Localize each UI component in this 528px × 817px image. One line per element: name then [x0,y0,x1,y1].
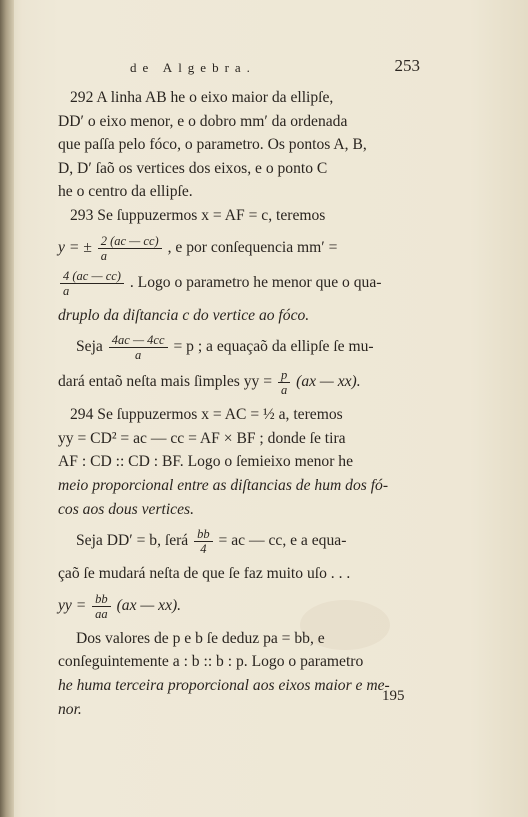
paragraph-292 [58,86,418,204]
equation-line [58,368,418,397]
text-line [58,474,418,498]
equation-left: Seja DD′ = b, ſerá [76,532,189,550]
paragraph-293 [58,204,418,327]
text-line: DD′ o eixo menor, e o dobro mm′ da ordenada [58,112,348,130]
signature-mark: 195 [382,688,405,704]
equation-right: = p ; a equaçaõ da ellipſe ſe mu- [173,338,374,356]
paragraph-294 [58,403,418,521]
fraction-denominator: a [135,348,142,363]
fraction-numerator: p [278,368,290,383]
italic-text: meio proporcional entre as diſtancias de hum dos fó- [58,476,389,494]
text-line [58,698,418,722]
fraction-numerator: 4 (ac — cc) [60,269,124,284]
text-line: 294 Se ſuppuzermos x = AC = ½ a, teremos [70,406,343,424]
equation-line [58,269,418,298]
fraction-numerator: 2 (ac — cc) [98,234,162,249]
text-line [58,674,418,698]
equation-right: . Logo o parametro he menor que o qua- [129,273,382,291]
equation-right: (ax — xx). [116,596,182,614]
fraction-numerator: bb [92,592,111,607]
equation-right: (ax — xx). [296,373,361,391]
equation-line [58,333,418,362]
text-line [58,304,418,328]
book-binding [0,0,14,817]
italic-text: cos aos dous vertices. [58,500,194,518]
fraction-denominator: 4 [200,542,207,557]
paragraph-dos-valores [58,627,418,721]
equation-line [58,527,418,556]
equation-right: = ac — cc, e a equa- [218,532,347,550]
equation-right: , e por conſequencia mm′ = [167,238,338,256]
text-line: yy = CD² = ac — cc = AF × BF ; donde ſe tira [58,429,346,447]
fraction-denominator: a [100,248,107,263]
text-line: he o centro da ellipſe. [58,183,193,201]
fraction [60,269,124,298]
text-line: D, D′ ſaõ os vertices dos eixos, e o ponto C [58,159,328,177]
text-line: conſeguintemente a : b :: b : p. Logo o parametro [58,653,364,671]
text-line: çaõ ſe mudará neſta de que ſe faz muito uſo . . . [58,565,351,583]
running-header [130,56,420,78]
fraction [109,333,168,362]
fraction [278,368,290,397]
fraction-numerator: bb [194,527,213,542]
equation-line [58,592,418,621]
text-line [58,498,418,522]
italic-text: he huma terceira proporcional aos eixos maior e me- [58,676,390,694]
equation-left: y = ± [58,238,92,256]
equation-left: dará entaõ neſta mais ſimples yy = [58,373,273,391]
italic-text: druplo da diſtancia c do vertice ao fóco. [58,306,310,324]
text-line: que paſſa pelo fóco, o parametro. Os pontos A, B, [58,136,367,154]
equation-line [58,234,418,263]
fraction-denominator: a [63,283,70,298]
running-title: de Algebra. [130,60,256,75]
text-line: AF : CD :: CD : BF. Logo o ſemieixo menor he [58,453,354,471]
page-body [58,86,418,721]
fraction [194,527,213,556]
text-line: Dos valores de p e b ſe deduz pa = bb, e [76,629,325,647]
equation-left: Seja [76,338,103,356]
fraction-denominator: aa [95,606,108,621]
fraction-numerator: 4ac — 4cc [109,333,168,348]
text-line: 292 A linha AB he o eixo maior da ellipſe, [70,89,334,106]
fraction-denominator: a [280,383,288,398]
italic-text: nor. [58,700,82,718]
page-number: 253 [394,56,420,75]
text-line: 293 Se ſuppuzermos x = AF = c, teremos [70,206,326,224]
fraction [98,234,162,263]
equation-left: yy = [58,596,87,614]
fraction [92,592,111,621]
